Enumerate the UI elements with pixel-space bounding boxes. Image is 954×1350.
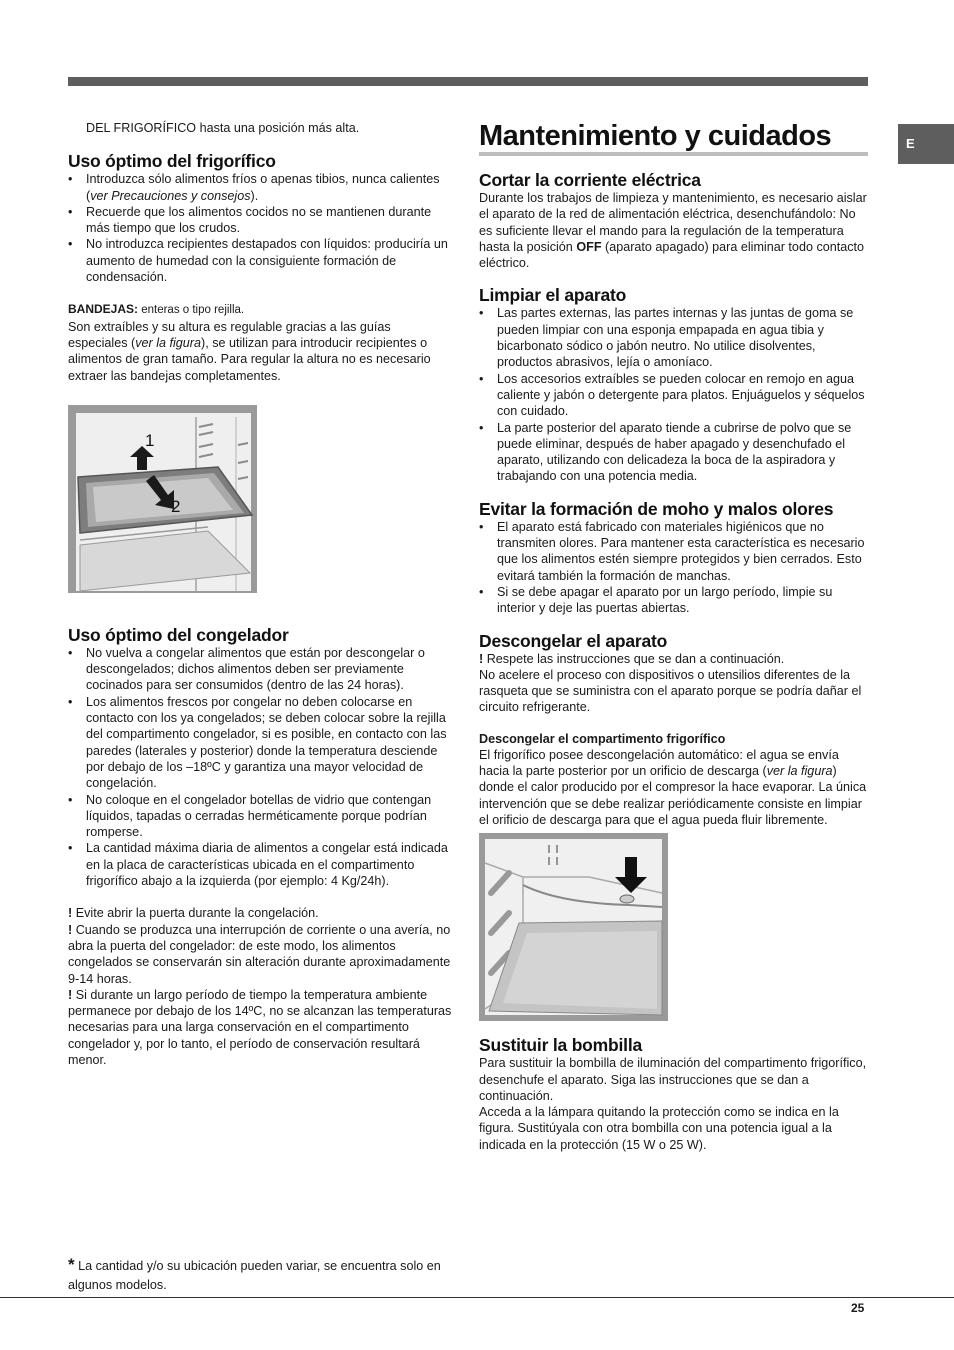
title-underline [479,152,868,156]
freezer-section-title: Uso óptimo del congelador [68,624,289,645]
bulb-section-title: Sustituir la bombilla [479,1035,643,1056]
bottom-divider [0,1297,954,1298]
fridge-bullet-list [68,171,453,285]
top-divider-bar [68,77,868,86]
page-number: 25 [851,1301,865,1315]
note: ! Cuando se produzca una interrupción de corriente o una avería, no abra la puerta del congelador: de este modo, los alimentos congelados se conservarán sin alteración durante aproximadamente 9-14 horas. [68,922,451,986]
list-item: • El aparato está fabricado con materiales higiénicos que no transmiten olores. Para mantener esta característica es necesario que los alimentos estén siempre protegidos y bien cerrados. Esto evitará también la formación de manchas. [479,519,869,584]
list-item: • Los alimentos frescos por congelar no deben colocarse en contacto con los ya congelados; se deben colocar sobre la rejilla del compartimento congelador, si es posible, en contacto con las paredes (laterales y posterior) donde la temperatura desciende por debajo de los –18ºC y garantiza una mayor velocidad de congelación. [68,694,453,792]
figure-label-1: 1 [145,430,155,450]
list-item: • No introduzca recipientes destapados con líquidos: produciría un aumento de humedad con la consiguiente formación de condensación. [68,236,453,285]
page-title: Mantenimiento y cuidados [479,120,832,152]
clean-bullet-list [479,305,869,484]
drain-figure [479,833,668,1021]
defrost-text: No acelere el proceso con dispositivos o utensilios diferentes de la rasqueta que se suministra con el aparato porque se podría dañar el circuito refrigerante. [479,667,862,715]
power-section-title: Cortar la corriente eléctrica [479,170,701,190]
shelf-figure [68,405,257,593]
right-column [479,120,869,1153]
list-item: • No coloque en el congelador botellas de vidrio que contengan líquidos, tapadas o cerradas herméticamente porque podrían romperse. [68,792,453,841]
mold-bullet-list [479,519,869,617]
freezer-notes [68,905,453,1068]
footnote: * La cantidad y/o su ubicación pueden variar, se encuentra solo en algunos modelos. [68,1255,441,1292]
freezer-bullet-list [68,645,453,889]
list-item: • Los accesorios extraíbles se pueden colocar en remojo en agua caliente y jabón o detergente para platos. Enjuáguelos y séquelos con cuidado. [479,371,869,420]
defrost-subsection-text: El frigorífico posee descongelación automático: el agua se envía hacia la parte posterior por un orificio de descarga (ver la figura) donde el calor producido por el compresor la hace evaporar. La única intervención que se debe realizar periódicamente consiste en limpiar el orificio de descarga para que el agua pueda fluir libremente. [479,747,867,827]
trays-heading: BANDEJAS: enteras o tipo rejilla. [68,302,245,317]
list-item: • No vuelva a congelar alimentos que están por descongelar o descongelados; dichos alimentos deben ser previamente cocinados para ser consumidos (dentro de las 24 horas). [68,645,453,694]
list-item: • Recuerde que los alimentos cocidos no se mantienen durante más tiempo que los crudos. [68,204,453,237]
trays-text: Son extraíbles y su altura es regulable gracias a las guías especiales (ver la figura), se utilizan para introducir recipientes o alimentos de gran tamaño. Para regular la altura no es necesario extraer las bandejas completamentes. [68,319,431,383]
drain-hole-illustration [479,833,668,1021]
left-column [68,120,453,1068]
note: ! Evite abrir la puerta durante la congelación. [68,906,319,921]
fridge-section-title: Uso óptimo del frigorífico [68,151,276,172]
power-text: Durante los trabajos de limpieza y mantenimiento, es necesario aislar el aparato de la red de alimentación eléctrica, desenchufándolo: No es suficiente llevar el mando para la regulación de la temperatura hasta la posición OFF (aparato apagado) para eliminar todo contacto eléctrico. [479,191,867,271]
note: ! Si durante un largo período de tiempo la temperatura ambiente permanece por debajo de los 14ºC, no se alcanzan las temperaturas necesarias para una larga conservación en el compartimento congelador y, por lo tanto, el período de conservación resultará menor. [68,987,452,1067]
bulb-text-1: Para sustituir la bombilla de iluminación del compartimento frigorífico, desenchufe el aparato. Siga las instrucciones que se dan a continuación. [479,1056,867,1103]
shelf-adjust-illustration [68,405,257,593]
list-item: • Introduzca sólo alimentos fríos o apenas tibios, nunca calientes (ver Precauciones y consejos). [68,171,453,204]
defrost-note: ! Respete las instrucciones que se dan a continuación. [479,651,785,666]
asterisk: * [68,1255,75,1274]
list-item: • La parte posterior del aparato tiende a cubrirse de polvo que se puede eliminar, después de haber apagado y desenchufado el aparato, utilizando con delicadeza la boca de la aspiradora y trabajando con una potencia media. [479,420,869,485]
figure-label-2: 2 [171,496,181,516]
defrost-section-title: Descongelar el aparato [479,630,668,651]
mold-section-title: Evitar la formación de moho y malos olores [479,498,834,519]
clean-section-title: Limpiar el aparato [479,285,627,306]
list-item: • Si se debe apagar el aparato por un largo período, limpie su interior y deje las puertas abiertas. [479,584,869,617]
defrost-subsection-title: Descongelar el compartimento frigorífico [479,731,726,746]
list-item: • La cantidad máxima diaria de alimentos a congelar está indicada en la placa de características ubicada en el compartimento frigorífico abajo a la izquierda (por ejemplo: 4 Kg/24h). [68,840,453,889]
continuation-text: DEL FRIGORÍFICO hasta una posición más alta. [86,121,360,135]
language-tab: E [898,124,954,164]
bulb-text-2: Acceda a la lámpara quitando la protección como se indica en la figura. Sustitúyala con otra bombilla con una potencia igual a la indicada en la protección (15 W o 25 W). [479,1105,839,1152]
list-item: • Las partes externas, las partes internas y las juntas de goma se pueden limpiar con una esponja empapada en agua tibia y bicarbonato sódico o jabón neutro. No utilice disolventes, productos abrasivos, lejía o amoníaco. [479,305,869,370]
